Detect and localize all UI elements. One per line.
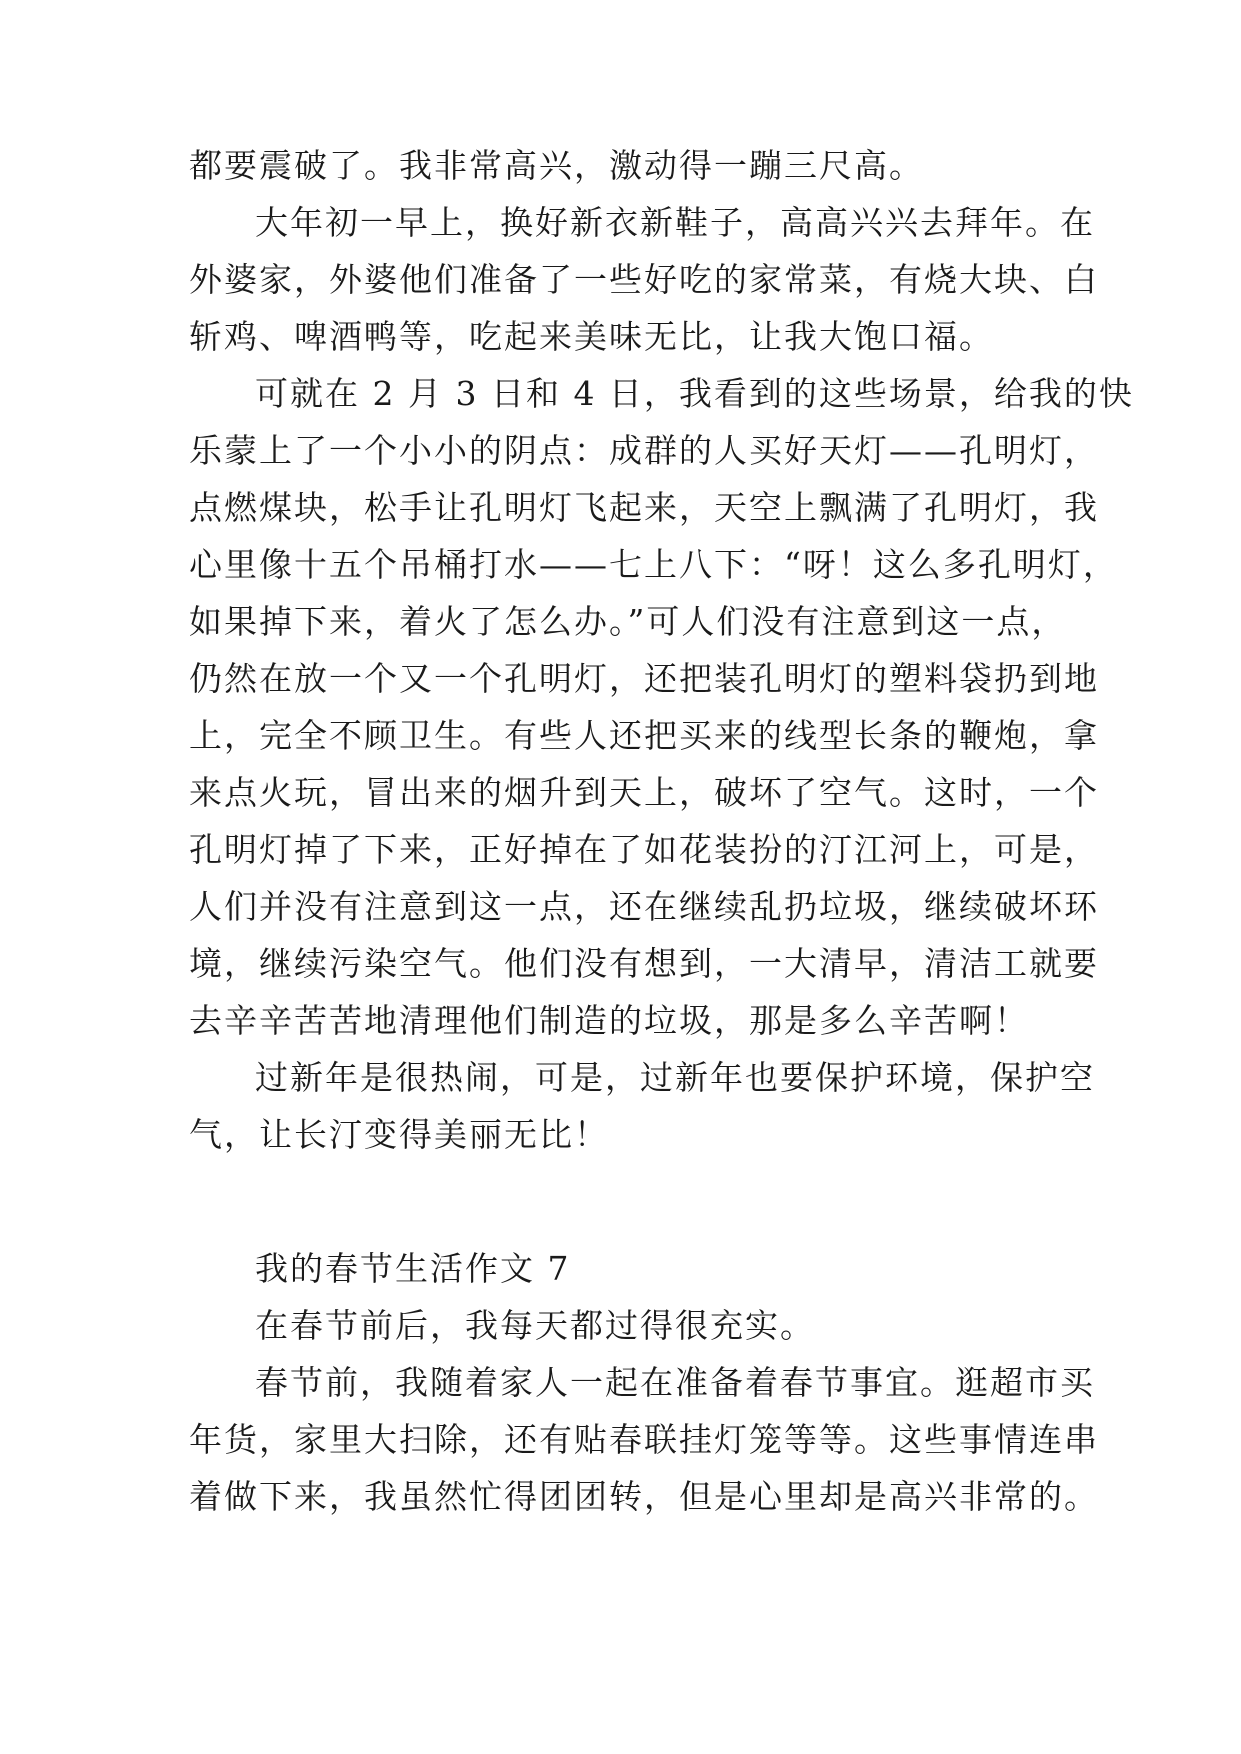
text-line: 来点火玩，冒出来的烟升到天上，破坏了空气。这时，一个 bbox=[189, 773, 1099, 812]
text-line: 心里像十五个吊桶打水——七上八下：“呀！这么多孔明灯， bbox=[189, 545, 1118, 584]
text-line: 过新年是很热闹，可是，过新年也要保护环境，保护空 bbox=[255, 1058, 1095, 1097]
text-line: 斩鸡、啤酒鸭等，吃起来美味无比，让我大饱口福。 bbox=[189, 317, 994, 356]
body-text-block-2 bbox=[189, 1240, 1099, 1525]
text-line: 上，完全不顾卫生。有些人还把买来的线型长条的鞭炮，拿 bbox=[189, 716, 1099, 755]
text-line: 外婆家，外婆他们准备了一些好吃的家常菜，有烧大块、白 bbox=[189, 260, 1099, 299]
text-line: 都要震破了。我非常高兴，激动得一蹦三尺高。 bbox=[189, 146, 924, 185]
text-line: 大年初一早上，换好新衣新鞋子，高高兴兴去拜年。在 bbox=[255, 203, 1095, 242]
text-line: 孔明灯掉了下来，正好掉在了如花装扮的汀江河上，可是， bbox=[189, 830, 1099, 869]
body-text-block-1 bbox=[189, 137, 1134, 1163]
text-line: 点燃煤块，松手让孔明灯飞起来，天空上飘满了孔明灯，我 bbox=[189, 488, 1099, 527]
text-line: 着做下来，我虽然忙得团团转，但是心里却是高兴非常的。 bbox=[189, 1477, 1099, 1516]
text-line: 可就在 2 月 3 日和 4 日，我看到的这些场景，给我的快 bbox=[255, 374, 1134, 413]
text-line: 在春节前后，我每天都过得很充实。 bbox=[255, 1306, 815, 1345]
text-line: 境，继续污染空气。他们没有想到，一大清早，清洁工就要 bbox=[189, 944, 1099, 983]
text-line: 乐蒙上了一个小小的阴点：成群的人买好天灯——孔明灯， bbox=[189, 431, 1099, 470]
text-line: 去辛辛苦苦地清理他们制造的垃圾，那是多么辛苦啊！ bbox=[189, 1001, 1029, 1040]
text-line: 仍然在放一个又一个孔明灯，还把装孔明灯的塑料袋扔到地 bbox=[189, 659, 1099, 698]
section-heading: 我的春节生活作文 7 bbox=[255, 1249, 571, 1288]
text-line: 气，让长汀变得美丽无比！ bbox=[189, 1115, 609, 1154]
text-line: 如果掉下来，着火了怎么办。”可人们没有注意到这一点， bbox=[189, 602, 1067, 641]
text-line: 春节前，我随着家人一起在准备着春节事宜。逛超市买 bbox=[255, 1363, 1095, 1402]
text-line: 年货，家里大扫除，还有贴春联挂灯笼等等。这些事情连串 bbox=[189, 1420, 1099, 1459]
text-line: 人们并没有注意到这一点，还在继续乱扔垃圾，继续破坏环 bbox=[189, 887, 1099, 926]
